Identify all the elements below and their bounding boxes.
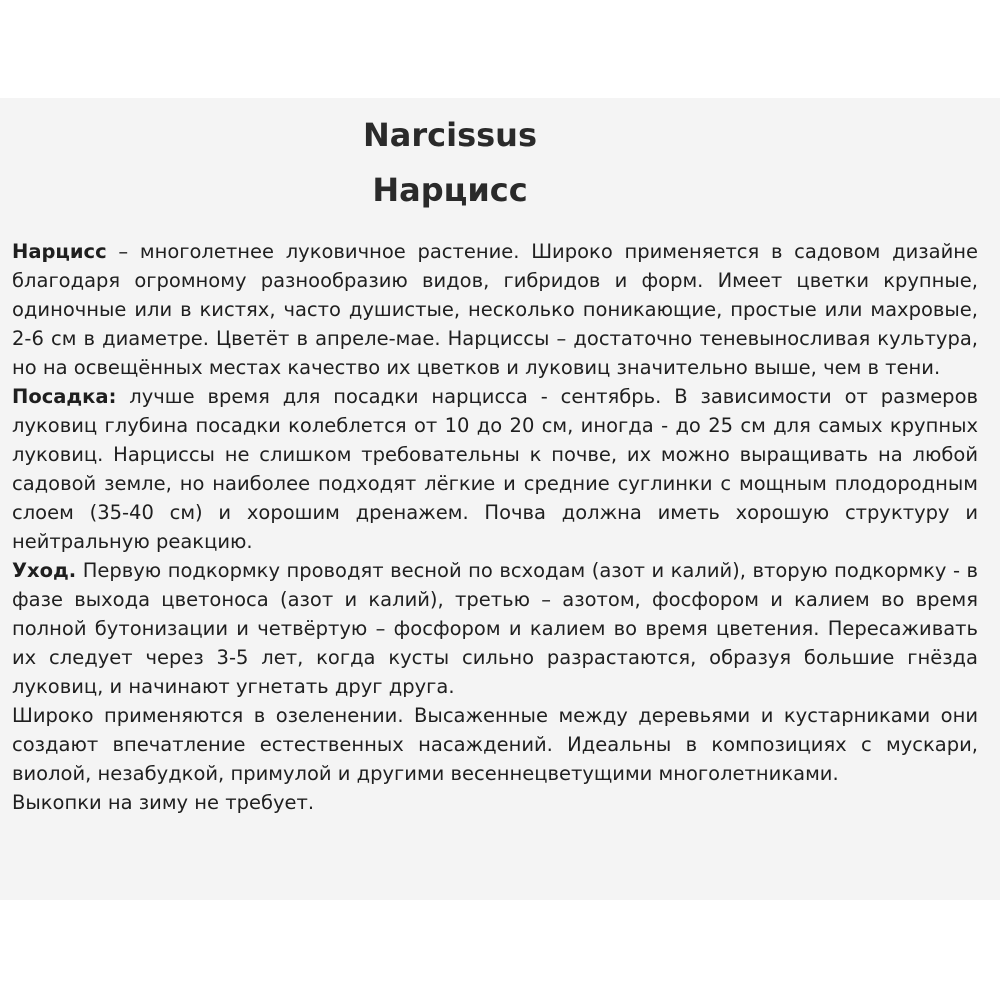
paragraph-care bbox=[12, 556, 978, 701]
lead-care: Уход. bbox=[12, 559, 77, 582]
paragraph-winter: Выкопки на зиму не требует. bbox=[12, 791, 315, 814]
paragraph-text: Первую подкормку проводят весной по всходам (азот и калий), вторую подкормку - в фазе выхода цветоноса (азот и калий), третью – азотом, фосфором и калием во время полной бутонизации и четвёртую – фосфором и калием во время цветения. Пересаживать их следует через 3-5 лет, когда кусты сильно разрастаются, образуя большие гнёзда луковиц, и начинают угнетать друг друга. bbox=[12, 559, 978, 698]
paragraph-text: – многолетнее луковичное растение. Широко применяется в садовом дизайне благодаря огромному разнообразию видов, гибридов и форм. Имеет цветки крупные, одиночные или в кистях, часто душистые, несколько поникающие, простые или махровые, 2-6 см в диаметре. Цветёт в апреле-мае. Нарциссы – достаточно теневыносливая культура, но на освещённых местах качество их цветков и луковиц значительно выше, чем в тени. bbox=[12, 240, 978, 379]
lead-narcissus: Нарцисс bbox=[12, 240, 107, 263]
plant-info-card bbox=[0, 98, 1000, 900]
paragraph-description bbox=[12, 237, 978, 382]
lead-planting: Посадка: bbox=[12, 385, 117, 408]
paragraph-landscaping: Широко применяются в озеленении. Высаженные между деревьями и кустарниками они создают впечатление естественных насаждений. Идеальны в композициях с мускари, виолой, незабудкой, примулой и другими весеннецветущими многолетниками. bbox=[12, 704, 978, 785]
title-russian: Нарцисс bbox=[372, 171, 528, 209]
paragraph-text: лучше время для посадки нарцисса - сентябрь. В зависимости от размеров луковиц глубина посадки колеблется от 10 до 20 см, иногда - до 25 см для самых крупных луковиц. Нарциссы не слишком требовательны к почве, их можно выращивать на любой садовой земле, но наиболее подходят лёгкие и средние суглинки с мощным плодородным слоем (35-40 см) и хорошим дренажем. Почва должна иметь хорошую структуру и нейтральную реакцию. bbox=[12, 385, 978, 553]
title-latin: Narcissus bbox=[362, 116, 537, 154]
description-body bbox=[12, 237, 978, 817]
paragraph-planting bbox=[12, 382, 978, 556]
